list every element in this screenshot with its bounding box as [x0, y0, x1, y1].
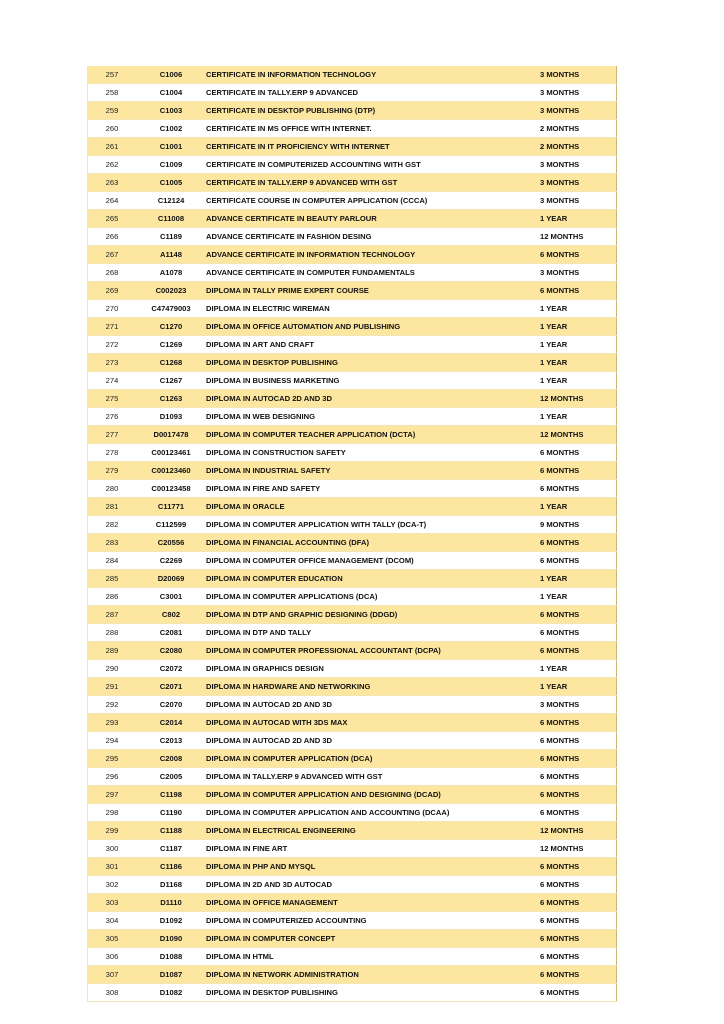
duration-cell: 9 MONTHS — [540, 516, 617, 534]
course-code-cell: D1082 — [136, 984, 206, 1002]
table-row — [88, 174, 617, 192]
course-code-cell: D0017478 — [136, 426, 206, 444]
serial-number-cell: 280 — [88, 480, 137, 498]
course-code-cell: D1090 — [136, 930, 206, 948]
table-row — [88, 120, 617, 138]
table-row — [88, 840, 617, 858]
course-name-cell: DIPLOMA IN FINE ART — [206, 840, 540, 858]
table-row — [88, 876, 617, 894]
course-name-cell: DIPLOMA IN FIRE AND SAFETY — [206, 480, 540, 498]
table-row — [88, 408, 617, 426]
course-rows — [88, 66, 617, 1002]
serial-number-cell: 257 — [88, 66, 137, 84]
course-code-cell: C1263 — [136, 390, 206, 408]
table-row — [88, 102, 617, 120]
table-row — [88, 228, 617, 246]
course-code-cell: C1009 — [136, 156, 206, 174]
course-code-cell: C2005 — [136, 768, 206, 786]
course-name-cell: DIPLOMA IN AUTOCAD 2D AND 3D — [206, 390, 540, 408]
course-name-cell: DIPLOMA IN DTP AND TALLY — [206, 624, 540, 642]
serial-number-cell: 278 — [88, 444, 137, 462]
table-row — [88, 858, 617, 876]
duration-cell: 1 YEAR — [540, 678, 617, 696]
table-row — [88, 498, 617, 516]
course-name-cell: DIPLOMA IN AUTOCAD 2D AND 3D — [206, 696, 540, 714]
course-code-cell: C11008 — [136, 210, 206, 228]
course-name-cell: DIPLOMA IN COMPUTER TEACHER APPLICATION (DCTA) — [206, 426, 540, 444]
serial-number-cell: 271 — [88, 318, 137, 336]
duration-cell: 1 YEAR — [540, 570, 617, 588]
serial-number-cell: 285 — [88, 570, 137, 588]
table-row — [88, 912, 617, 930]
serial-number-cell: 263 — [88, 174, 137, 192]
course-name-cell: CERTIFICATE COURSE IN COMPUTER APPLICATION (CCCA) — [206, 192, 540, 210]
duration-cell: 3 MONTHS — [540, 264, 617, 282]
course-code-cell: C20556 — [136, 534, 206, 552]
serial-number-cell: 266 — [88, 228, 137, 246]
course-name-cell: DIPLOMA IN WEB DESIGNING — [206, 408, 540, 426]
course-code-cell: C00123458 — [136, 480, 206, 498]
duration-cell: 6 MONTHS — [540, 282, 617, 300]
table-row — [88, 462, 617, 480]
serial-number-cell: 260 — [88, 120, 137, 138]
serial-number-cell: 297 — [88, 786, 137, 804]
duration-cell: 1 YEAR — [540, 336, 617, 354]
course-name-cell: DIPLOMA IN DTP AND GRAPHIC DESIGNING (DDGD) — [206, 606, 540, 624]
serial-number-cell: 274 — [88, 372, 137, 390]
table-row — [88, 570, 617, 588]
course-code-cell: C00123461 — [136, 444, 206, 462]
duration-cell: 6 MONTHS — [540, 624, 617, 642]
duration-cell: 6 MONTHS — [540, 642, 617, 660]
serial-number-cell: 273 — [88, 354, 137, 372]
table-row — [88, 282, 617, 300]
duration-cell: 1 YEAR — [540, 660, 617, 678]
course-code-cell: D20069 — [136, 570, 206, 588]
duration-cell: 3 MONTHS — [540, 174, 617, 192]
serial-number-cell: 264 — [88, 192, 137, 210]
duration-cell: 6 MONTHS — [540, 804, 617, 822]
table-row — [88, 84, 617, 102]
course-code-cell: C1004 — [136, 84, 206, 102]
course-code-cell: C1005 — [136, 174, 206, 192]
table-row — [88, 426, 617, 444]
course-name-cell: DIPLOMA IN TALLY.ERP 9 ADVANCED WITH GST — [206, 768, 540, 786]
table-row — [88, 624, 617, 642]
table-row — [88, 642, 617, 660]
serial-number-cell: 275 — [88, 390, 137, 408]
course-name-cell: DIPLOMA IN COMPUTER APPLICATION WITH TALLY (DCA-T) — [206, 516, 540, 534]
serial-number-cell: 301 — [88, 858, 137, 876]
course-name-cell: DIPLOMA IN COMPUTER APPLICATIONS (DCA) — [206, 588, 540, 606]
course-code-cell: C1189 — [136, 228, 206, 246]
course-name-cell: ADVANCE CERTIFICATE IN COMPUTER FUNDAMENTALS — [206, 264, 540, 282]
duration-cell: 3 MONTHS — [540, 156, 617, 174]
table-row — [88, 246, 617, 264]
table-row — [88, 696, 617, 714]
course-name-cell: DIPLOMA IN ELECTRICAL ENGINEERING — [206, 822, 540, 840]
course-code-cell: C2071 — [136, 678, 206, 696]
duration-cell: 6 MONTHS — [540, 714, 617, 732]
duration-cell: 3 MONTHS — [540, 66, 617, 84]
table-row — [88, 552, 617, 570]
table-row — [88, 300, 617, 318]
course-code-cell: C2070 — [136, 696, 206, 714]
duration-cell: 12 MONTHS — [540, 390, 617, 408]
course-name-cell: DIPLOMA IN ART AND CRAFT — [206, 336, 540, 354]
serial-number-cell: 281 — [88, 498, 137, 516]
serial-number-cell: 279 — [88, 462, 137, 480]
duration-cell: 3 MONTHS — [540, 102, 617, 120]
serial-number-cell: 305 — [88, 930, 137, 948]
serial-number-cell: 282 — [88, 516, 137, 534]
duration-cell: 3 MONTHS — [540, 696, 617, 714]
table-row — [88, 750, 617, 768]
course-name-cell: DIPLOMA IN COMPUTERIZED ACCOUNTING — [206, 912, 540, 930]
duration-cell: 1 YEAR — [540, 498, 617, 516]
course-code-cell: C1190 — [136, 804, 206, 822]
duration-cell: 1 YEAR — [540, 408, 617, 426]
course-code-cell: C2072 — [136, 660, 206, 678]
course-code-cell: D1088 — [136, 948, 206, 966]
course-code-cell: C1267 — [136, 372, 206, 390]
serial-number-cell: 262 — [88, 156, 137, 174]
table-row — [88, 336, 617, 354]
table-row — [88, 210, 617, 228]
course-code-cell: C12124 — [136, 192, 206, 210]
duration-cell: 1 YEAR — [540, 300, 617, 318]
course-code-cell: C802 — [136, 606, 206, 624]
table-row — [88, 192, 617, 210]
course-name-cell: DIPLOMA IN HARDWARE AND NETWORKING — [206, 678, 540, 696]
serial-number-cell: 295 — [88, 750, 137, 768]
serial-number-cell: 268 — [88, 264, 137, 282]
course-code-cell: C11771 — [136, 498, 206, 516]
serial-number-cell: 287 — [88, 606, 137, 624]
duration-cell: 6 MONTHS — [540, 858, 617, 876]
table-row — [88, 660, 617, 678]
serial-number-cell: 289 — [88, 642, 137, 660]
table-row — [88, 390, 617, 408]
duration-cell: 1 YEAR — [540, 318, 617, 336]
course-code-cell: A1148 — [136, 246, 206, 264]
serial-number-cell: 288 — [88, 624, 137, 642]
table-row — [88, 318, 617, 336]
course-code-cell: C002023 — [136, 282, 206, 300]
course-name-cell: DIPLOMA IN NETWORK ADMINISTRATION — [206, 966, 540, 984]
serial-number-cell: 265 — [88, 210, 137, 228]
course-name-cell: DIPLOMA IN PHP AND MYSQL — [206, 858, 540, 876]
table-row — [88, 354, 617, 372]
duration-cell: 6 MONTHS — [540, 246, 617, 264]
course-code-cell: C2014 — [136, 714, 206, 732]
course-code-cell: C1003 — [136, 102, 206, 120]
duration-cell: 2 MONTHS — [540, 120, 617, 138]
duration-cell: 6 MONTHS — [540, 750, 617, 768]
course-code-cell: C1006 — [136, 66, 206, 84]
duration-cell: 1 YEAR — [540, 354, 617, 372]
serial-number-cell: 307 — [88, 966, 137, 984]
table-row — [88, 372, 617, 390]
serial-number-cell: 261 — [88, 138, 137, 156]
table-row — [88, 984, 617, 1002]
course-name-cell: DIPLOMA IN AUTOCAD WITH 3DS MAX — [206, 714, 540, 732]
duration-cell: 3 MONTHS — [540, 192, 617, 210]
serial-number-cell: 292 — [88, 696, 137, 714]
serial-number-cell: 300 — [88, 840, 137, 858]
serial-number-cell: 258 — [88, 84, 137, 102]
course-name-cell: DIPLOMA IN OFFICE AUTOMATION AND PUBLISHING — [206, 318, 540, 336]
course-code-cell: C1002 — [136, 120, 206, 138]
course-code-cell: D1168 — [136, 876, 206, 894]
course-code-cell: C112599 — [136, 516, 206, 534]
serial-number-cell: 290 — [88, 660, 137, 678]
duration-cell: 6 MONTHS — [540, 984, 617, 1002]
course-name-cell: CERTIFICATE IN TALLY.ERP 9 ADVANCED — [206, 84, 540, 102]
table-row — [88, 534, 617, 552]
serial-number-cell: 293 — [88, 714, 137, 732]
course-code-cell: C1188 — [136, 822, 206, 840]
table-row — [88, 714, 617, 732]
course-name-cell: DIPLOMA IN COMPUTER APPLICATION AND ACCOUNTING (DCAA) — [206, 804, 540, 822]
table-row — [88, 606, 617, 624]
table-row — [88, 480, 617, 498]
course-name-cell: CERTIFICATE IN INFORMATION TECHNOLOGY — [206, 66, 540, 84]
course-name-cell: DIPLOMA IN AUTOCAD 2D AND 3D — [206, 732, 540, 750]
duration-cell: 1 YEAR — [540, 210, 617, 228]
course-name-cell: CERTIFICATE IN DESKTOP PUBLISHING (DTP) — [206, 102, 540, 120]
course-name-cell: CERTIFICATE IN TALLY.ERP 9 ADVANCED WITH GST — [206, 174, 540, 192]
course-code-cell: C1187 — [136, 840, 206, 858]
duration-cell: 1 YEAR — [540, 372, 617, 390]
course-name-cell: DIPLOMA IN BUSINESS MARKETING — [206, 372, 540, 390]
serial-number-cell: 291 — [88, 678, 137, 696]
course-name-cell: DIPLOMA IN COMPUTER CONCEPT — [206, 930, 540, 948]
course-name-cell: CERTIFICATE IN MS OFFICE WITH INTERNET. — [206, 120, 540, 138]
duration-cell: 6 MONTHS — [540, 912, 617, 930]
table-row — [88, 264, 617, 282]
serial-number-cell: 308 — [88, 984, 137, 1002]
course-name-cell: DIPLOMA IN DESKTOP PUBLISHING — [206, 354, 540, 372]
serial-number-cell: 267 — [88, 246, 137, 264]
course-code-cell: C2081 — [136, 624, 206, 642]
serial-number-cell: 302 — [88, 876, 137, 894]
table-row — [88, 66, 617, 84]
course-code-cell: C1001 — [136, 138, 206, 156]
course-code-cell: D1093 — [136, 408, 206, 426]
course-name-cell: ADVANCE CERTIFICATE IN BEAUTY PARLOUR — [206, 210, 540, 228]
course-code-cell: C2269 — [136, 552, 206, 570]
table-row — [88, 822, 617, 840]
duration-cell: 6 MONTHS — [540, 768, 617, 786]
course-code-cell: C3001 — [136, 588, 206, 606]
table-row — [88, 678, 617, 696]
course-name-cell: DIPLOMA IN 2D AND 3D AUTOCAD — [206, 876, 540, 894]
course-name-cell: CERTIFICATE IN COMPUTERIZED ACCOUNTING WITH GST — [206, 156, 540, 174]
course-code-cell: C2013 — [136, 732, 206, 750]
serial-number-cell: 296 — [88, 768, 137, 786]
table-row — [88, 768, 617, 786]
course-code-cell: C47479003 — [136, 300, 206, 318]
duration-cell: 6 MONTHS — [540, 876, 617, 894]
course-code-cell: A1078 — [136, 264, 206, 282]
course-name-cell: DIPLOMA IN INDUSTRIAL SAFETY — [206, 462, 540, 480]
serial-number-cell: 298 — [88, 804, 137, 822]
duration-cell: 6 MONTHS — [540, 786, 617, 804]
serial-number-cell: 259 — [88, 102, 137, 120]
course-name-cell: DIPLOMA IN HTML — [206, 948, 540, 966]
table-row — [88, 156, 617, 174]
duration-cell: 6 MONTHS — [540, 480, 617, 498]
serial-number-cell: 277 — [88, 426, 137, 444]
course-name-cell: DIPLOMA IN COMPUTER APPLICATION AND DESIGNING (DCAD) — [206, 786, 540, 804]
course-code-cell: C1269 — [136, 336, 206, 354]
duration-cell: 1 YEAR — [540, 588, 617, 606]
serial-number-cell: 283 — [88, 534, 137, 552]
table-row — [88, 894, 617, 912]
course-name-cell: DIPLOMA IN OFFICE MANAGEMENT — [206, 894, 540, 912]
course-name-cell: DIPLOMA IN COMPUTER EDUCATION — [206, 570, 540, 588]
course-code-cell: C2080 — [136, 642, 206, 660]
table-row — [88, 444, 617, 462]
duration-cell: 6 MONTHS — [540, 534, 617, 552]
course-code-cell: D1110 — [136, 894, 206, 912]
serial-number-cell: 303 — [88, 894, 137, 912]
serial-number-cell: 272 — [88, 336, 137, 354]
duration-cell: 6 MONTHS — [540, 894, 617, 912]
course-list-table — [87, 66, 617, 1002]
duration-cell: 6 MONTHS — [540, 732, 617, 750]
serial-number-cell: 284 — [88, 552, 137, 570]
table-row — [88, 516, 617, 534]
serial-number-cell: 294 — [88, 732, 137, 750]
course-name-cell: DIPLOMA IN FINANCIAL ACCOUNTING (DFA) — [206, 534, 540, 552]
course-name-cell: DIPLOMA IN TALLY PRIME EXPERT COURSE — [206, 282, 540, 300]
duration-cell: 3 MONTHS — [540, 84, 617, 102]
course-name-cell: ADVANCE CERTIFICATE IN INFORMATION TECHNOLOGY — [206, 246, 540, 264]
table-row — [88, 588, 617, 606]
serial-number-cell: 269 — [88, 282, 137, 300]
table-row — [88, 804, 617, 822]
duration-cell: 12 MONTHS — [540, 228, 617, 246]
serial-number-cell: 286 — [88, 588, 137, 606]
course-name-cell: ADVANCE CERTIFICATE IN FASHION DESING — [206, 228, 540, 246]
serial-number-cell: 299 — [88, 822, 137, 840]
duration-cell: 6 MONTHS — [540, 462, 617, 480]
course-code-cell: C1198 — [136, 786, 206, 804]
table-row — [88, 786, 617, 804]
duration-cell: 6 MONTHS — [540, 966, 617, 984]
duration-cell: 2 MONTHS — [540, 138, 617, 156]
table-row — [88, 930, 617, 948]
table-row — [88, 732, 617, 750]
course-code-cell: C2008 — [136, 750, 206, 768]
course-name-cell: DIPLOMA IN COMPUTER APPLICATION (DCA) — [206, 750, 540, 768]
course-name-cell: DIPLOMA IN CONSTRUCTION SAFETY — [206, 444, 540, 462]
serial-number-cell: 304 — [88, 912, 137, 930]
table-row — [88, 966, 617, 984]
course-name-cell: DIPLOMA IN ELECTRIC WIREMAN — [206, 300, 540, 318]
duration-cell: 6 MONTHS — [540, 606, 617, 624]
duration-cell: 12 MONTHS — [540, 426, 617, 444]
course-code-cell: D1087 — [136, 966, 206, 984]
duration-cell: 6 MONTHS — [540, 444, 617, 462]
course-name-cell: DIPLOMA IN DESKTOP PUBLISHING — [206, 984, 540, 1002]
course-code-cell: C1270 — [136, 318, 206, 336]
table-row — [88, 948, 617, 966]
course-name-cell: DIPLOMA IN COMPUTER PROFESSIONAL ACCOUNTANT (DCPA) — [206, 642, 540, 660]
course-code-cell: D1092 — [136, 912, 206, 930]
duration-cell: 6 MONTHS — [540, 552, 617, 570]
course-name-cell: CERTIFICATE IN IT PROFICIENCY WITH INTERNET — [206, 138, 540, 156]
serial-number-cell: 306 — [88, 948, 137, 966]
course-name-cell: DIPLOMA IN GRAPHICS DESIGN — [206, 660, 540, 678]
course-code-cell: C1268 — [136, 354, 206, 372]
duration-cell: 6 MONTHS — [540, 930, 617, 948]
duration-cell: 12 MONTHS — [540, 840, 617, 858]
course-code-cell: C1186 — [136, 858, 206, 876]
duration-cell: 12 MONTHS — [540, 822, 617, 840]
table-row — [88, 138, 617, 156]
serial-number-cell: 270 — [88, 300, 137, 318]
serial-number-cell: 276 — [88, 408, 137, 426]
course-name-cell: DIPLOMA IN ORACLE — [206, 498, 540, 516]
course-name-cell: DIPLOMA IN COMPUTER OFFICE MANAGEMENT (DCOM) — [206, 552, 540, 570]
duration-cell: 6 MONTHS — [540, 948, 617, 966]
course-code-cell: C00123460 — [136, 462, 206, 480]
